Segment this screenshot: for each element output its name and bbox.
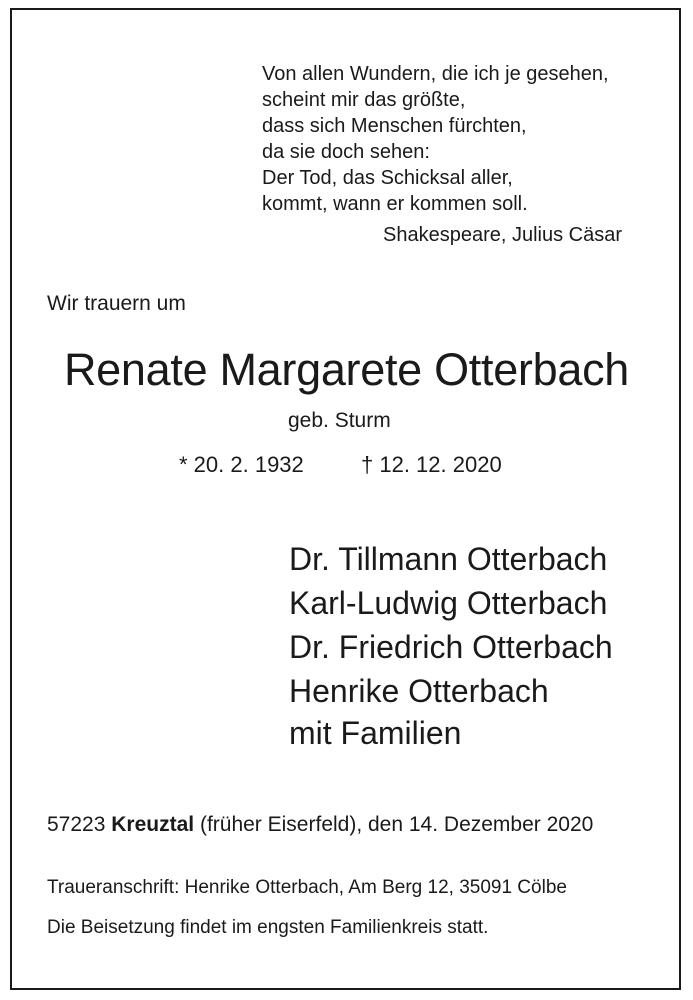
death-date: † 12. 12. 2020 <box>361 452 502 477</box>
mourner-name: mit Familien <box>289 715 462 751</box>
quote-line: Von allen Wundern, die ich je gesehen, <box>262 63 609 85</box>
city: Kreuztal <box>111 813 195 836</box>
mourner-name: Karl-Ludwig Otterbach <box>289 585 608 621</box>
quote-attribution: Shakespeare, Julius Cäsar <box>383 224 623 246</box>
mourners-list <box>289 537 613 755</box>
mourner-name: Dr. Tillmann Otterbach <box>289 541 608 577</box>
mourner-name: Henrike Otterbach <box>289 673 549 709</box>
maiden-name: geb. Sturm <box>288 409 391 432</box>
place-date-line <box>47 813 593 837</box>
funeral-note: Die Beisetzung findet im engsten Familienkreis statt. <box>47 917 489 938</box>
quote-line: scheint mir das größte, <box>262 89 466 111</box>
postcode: 57223 <box>47 813 106 836</box>
deceased-name: Renate Margarete Otterbach <box>63 344 629 395</box>
quote-line: dass sich Menschen fürchten, <box>262 115 527 137</box>
mourner-name: Dr. Friedrich Otterbach <box>289 629 613 665</box>
intro-text: Wir trauern um <box>47 292 186 315</box>
birth-date: * 20. 2. 1932 <box>179 452 304 477</box>
mourning-address: Traueranschrift: Henrike Otterbach, Am Berg 12, 35091 Cölbe <box>47 877 567 898</box>
place-date-rest: (früher Eiserfeld), den 14. Dezember 2020 <box>199 813 594 836</box>
quote-block <box>262 61 609 217</box>
quote-line: Der Tod, das Schicksal aller, <box>262 167 513 189</box>
quote-line: da sie doch sehen: <box>262 141 430 163</box>
quote-line: kommt, wann er kommen soll. <box>262 193 528 215</box>
